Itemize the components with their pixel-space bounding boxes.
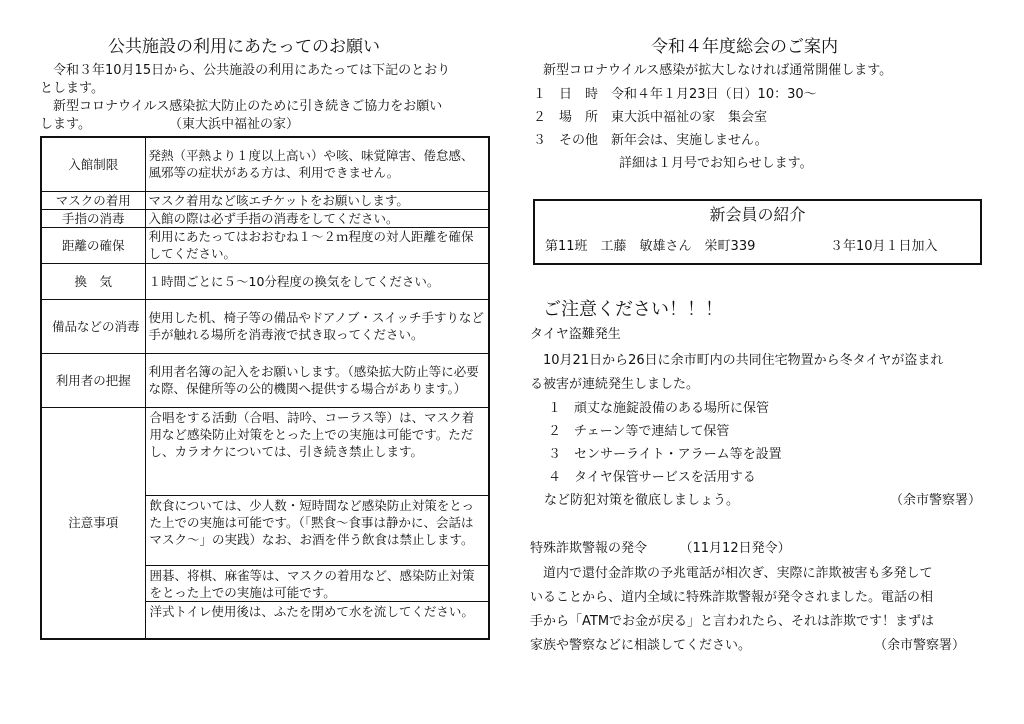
meeting-date: １ 日 時 令和４年１月23日（日）10：30～: [533, 87, 817, 102]
table-row: [41, 263, 489, 299]
left-intro-4: します。 （東大浜中福祉の家）: [40, 117, 299, 132]
rule-text: 使用した机、椅子等の備品やドアノブ・スイッチ手すりなど手が触れる場所を消毒液で拭き取ってください。: [145, 299, 489, 353]
rule-category: マスクの着用: [41, 191, 145, 209]
rule-category: 入館制限: [41, 137, 145, 191]
note-item: 飲食については、少人数・短時間など感染防止対策をとった上での実施は可能です。（「黙食～食事は静かに、会話はマスク～」の実践）なお、お酒を伴う飲食は禁止します。: [146, 496, 489, 566]
meeting-intro: 新型コロナウイルス感染が拡大しなければ通常開催します。: [530, 63, 893, 78]
fraud-text-2: いることから、道内全域に特殊詐欺警報が発令されました。電話の相: [530, 590, 934, 605]
notes-cell: [145, 407, 489, 639]
rule-category: 距離の確保: [41, 227, 145, 263]
rule-text: 入館の際は必ず手指の消毒をしてください。: [145, 209, 489, 227]
rule-text: 利用者名簿の記入をお願いします。（感染拡大防止等に必要な際、保健所等の公的機関へ提供する場合があります。）: [145, 353, 489, 407]
rule-category: 備品などの消毒: [41, 299, 145, 353]
rule-category: 注意事項: [41, 407, 145, 639]
facility-rules-table: [40, 136, 490, 640]
table-row: [41, 407, 489, 639]
new-member-date: ３年10月１日加入: [830, 239, 938, 254]
theft-item: ４ タイヤ保管サービスを活用する: [548, 470, 756, 485]
theft-text-2: る被害が連続発生しました。: [530, 377, 700, 392]
rule-category: 手指の消毒: [41, 209, 145, 227]
rule-text: 発熱（平熱より１度以上高い）や咳、味覚障害、倦怠感、風邪等の症状がある方は、利用できません。: [145, 137, 489, 191]
table-row: [41, 191, 489, 209]
theft-item: ２ チェーン等で連結して保管: [548, 424, 730, 439]
theft-end: など防犯対策を徹底しましょう。: [544, 493, 740, 508]
table-row: [41, 353, 489, 407]
table-row: [41, 299, 489, 353]
meeting-other: ３ その他 新年会は、実施しません。: [533, 133, 768, 148]
fraud-text-3: 手から「ATMでお金が戻る」と言われたら、それは詐欺です！まずは: [530, 614, 935, 629]
note-item: 合唱をする活動（合唱、詩吟、コーラス等）は、マスク着用など感染防止対策をとった上での実施は可能です。ただし、カラオケについては、引き続き禁止します。: [146, 408, 489, 496]
right-title: 令和４年度総会のご案内: [651, 37, 838, 57]
new-member-line: 第11班 工藤 敏雄さん 栄町339: [545, 239, 756, 254]
new-member-box: [533, 199, 982, 265]
new-member-title: 新会員の紹介: [709, 205, 806, 224]
table-row: [41, 227, 489, 263]
note-item: 洋式トイレ使用後は、ふたを閉めて水を流してください。: [149, 603, 474, 619]
rule-category: 利用者の把握: [41, 353, 145, 407]
fraud-text-1: 道内で還付金詐欺の予兆電話が相次ぎ、実際に詐欺被害も多発して: [530, 566, 933, 581]
theft-item: ３ センサーライト・アラーム等を設置: [548, 447, 782, 462]
fraud-title: 特殊詐欺警報の発令 （11月12日発令）: [530, 541, 791, 556]
fraud-text-4: 家族や警察などに相談してください。: [530, 638, 752, 653]
theft-title: タイヤ盗難発生: [530, 327, 621, 342]
note-item: 囲碁、将棋、麻雀等は、マスクの着用など、感染防止対策をとった上での実施は可能です。: [146, 566, 489, 602]
caution-title: ご注意ください！！！: [543, 299, 723, 320]
table-row: [41, 137, 489, 191]
theft-item: １ 頑丈な施錠設備のある場所に保管: [548, 401, 770, 416]
left-intro-2: とします。: [40, 81, 104, 96]
police-credit-2: （余市警察署）: [874, 638, 966, 653]
meeting-place: ２ 場 所 東大浜中福祉の家 集会室: [533, 110, 768, 125]
table-row: [41, 209, 489, 227]
left-intro-3: 新型コロナウイルス感染拡大防止のために引き続きご協力をお願い: [40, 99, 443, 114]
rule-category: 換 気: [41, 263, 145, 299]
meeting-other-detail: 詳細は１月号でお知らせします。: [619, 156, 813, 171]
rule-text: 利用にあたってはおおむね１～２ｍ程度の対人距離を確保してください。: [145, 227, 489, 263]
left-intro-1: 令和３年10月15日から、公共施設の利用にあたっては下記のとおり: [40, 63, 451, 78]
rule-text: １時間ごとに５～10分程度の換気をしてください。: [145, 263, 489, 299]
theft-text-1: 10月21日から26日に余市町内の共同住宅物置から冬タイヤが盗まれ: [530, 353, 944, 368]
police-credit-1: （余市警察署）: [890, 493, 982, 508]
rule-text: マスク着用など咳エチケットをお願いします。: [145, 191, 489, 209]
left-title: 公共施設の利用にあたってのお願い: [108, 37, 380, 57]
